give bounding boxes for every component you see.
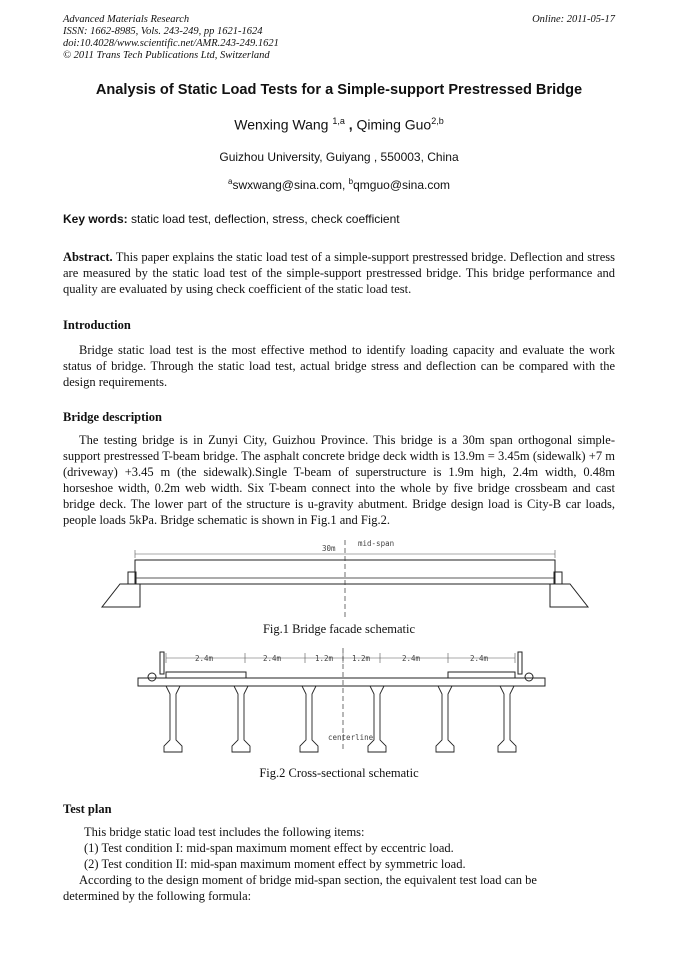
testplan-text-1: According to the design moment of bridge mid-span section, the equivalent test load can be: [79, 873, 537, 887]
dim-2: 2.4m: [263, 654, 282, 663]
paper-title: Analysis of Static Load Tests for a Simple-support Prestressed Bridge: [95, 82, 583, 98]
fig2-cross-section-schematic: [130, 648, 555, 758]
keywords: [63, 212, 400, 226]
email-b: qmguo@sina.com: [353, 178, 451, 192]
author-separator: ,: [344, 116, 357, 133]
emails: [0, 177, 678, 192]
dim-1: 2.4m: [195, 654, 214, 663]
dim-4: 1.2m: [352, 654, 371, 663]
email-a: swxwang@sina.com,: [232, 178, 349, 192]
testplan-intro: This bridge static load test includes the following items:: [84, 825, 365, 839]
dim-6: 2.4m: [470, 654, 489, 663]
abstract-text: This paper explains the static load test of a simple-support prestressed bridge. Deflection and stress are measured by the static load test of the simple-support prestressed bridge. This bridge performance and quality are evaluated by using check coefficient of the static load test.: [63, 250, 615, 296]
abutment-right: [550, 584, 588, 607]
bridge-heading: Bridge description: [63, 410, 162, 424]
doi: doi:10.4028/www.scientific.net/AMR.243-249.1621: [63, 38, 279, 49]
email-b-sup: b: [348, 177, 354, 186]
email-a-sup: a: [227, 177, 233, 186]
testplan-text-2: determined by the following formula:: [63, 889, 252, 903]
abstract: [63, 249, 615, 297]
centerline-label: centerline: [328, 733, 374, 742]
authors: [0, 116, 678, 133]
abutment-left: [102, 584, 140, 607]
span-label: 30m: [322, 544, 336, 553]
testplan-item-2: (2) Test condition II: mid-span maximum moment effect by symmetric load.: [84, 857, 466, 871]
t-beams: [164, 686, 516, 752]
online-date: Online: 2011-05-17: [532, 14, 615, 25]
author-1-affil: 1,a: [332, 116, 345, 126]
intro-heading: Introduction: [63, 318, 131, 332]
bridge-text: The testing bridge is in Zunyi City, Guizhou Province. This bridge is a 30m span orthogonal simple-support prestressed T-beam bridge. The asphalt concrete bridge deck width is 13.9m = 3.45m (sidewalk) +7 m (driveway) +3.45 m (the sidewalk).Single T-beam of superstructure is 1.9m high, 2.4m width, 0.48m horseshoe width, 0.2m web width. Six T-beam connect into the whole by five bridge crossbeam and cast bridge deck. The lower part of the structure is u-gravity abutment. Bridge design load is City-B car loads, people loads 5kPa. Bridge schematic is shown in Fig.1 and Fig.2.: [63, 433, 615, 527]
testplan-item-1: (1) Test condition I: mid-span maximum moment effect by eccentric load.: [84, 841, 454, 855]
issn: ISSN: 1662-8985, Vols. 243-249, pp 1621-1624: [63, 26, 263, 37]
keywords-text: static load test, deflection, stress, check coefficient: [127, 212, 400, 226]
dim-3: 1.2m: [315, 654, 334, 663]
author-2: Qiming Guo: [356, 116, 432, 133]
fig1-facade-schematic: [100, 540, 590, 620]
dim-5: 2.4m: [402, 654, 421, 663]
author-1: Wenxing Wang: [234, 116, 329, 133]
journal-name: Advanced Materials Research: [63, 14, 190, 25]
affiliation: Guizhou University, Guiyang , 550003, China: [219, 150, 459, 164]
deck: [138, 678, 545, 686]
copyright: © 2011 Trans Tech Publications Ltd, Switzerland: [63, 50, 270, 61]
fig2-caption: Fig.2 Cross-sectional schematic: [259, 766, 419, 780]
author-2-affil: 2,b: [431, 116, 444, 126]
fig1-caption: Fig.1 Bridge facade schematic: [262, 622, 416, 636]
journal-header: [63, 14, 279, 62]
intro-text: Bridge static load test is the most effective method to identify loading capacity and evaluate the work status of bridge. Through the static load test, actual bridge stress and deflection can be compared with the design requirements.: [63, 343, 615, 389]
testplan-heading: Test plan: [63, 802, 112, 816]
midspan-label: mid-span: [358, 540, 395, 548]
keywords-label: Key words:: [63, 212, 128, 226]
abstract-label: Abstract.: [63, 250, 113, 264]
